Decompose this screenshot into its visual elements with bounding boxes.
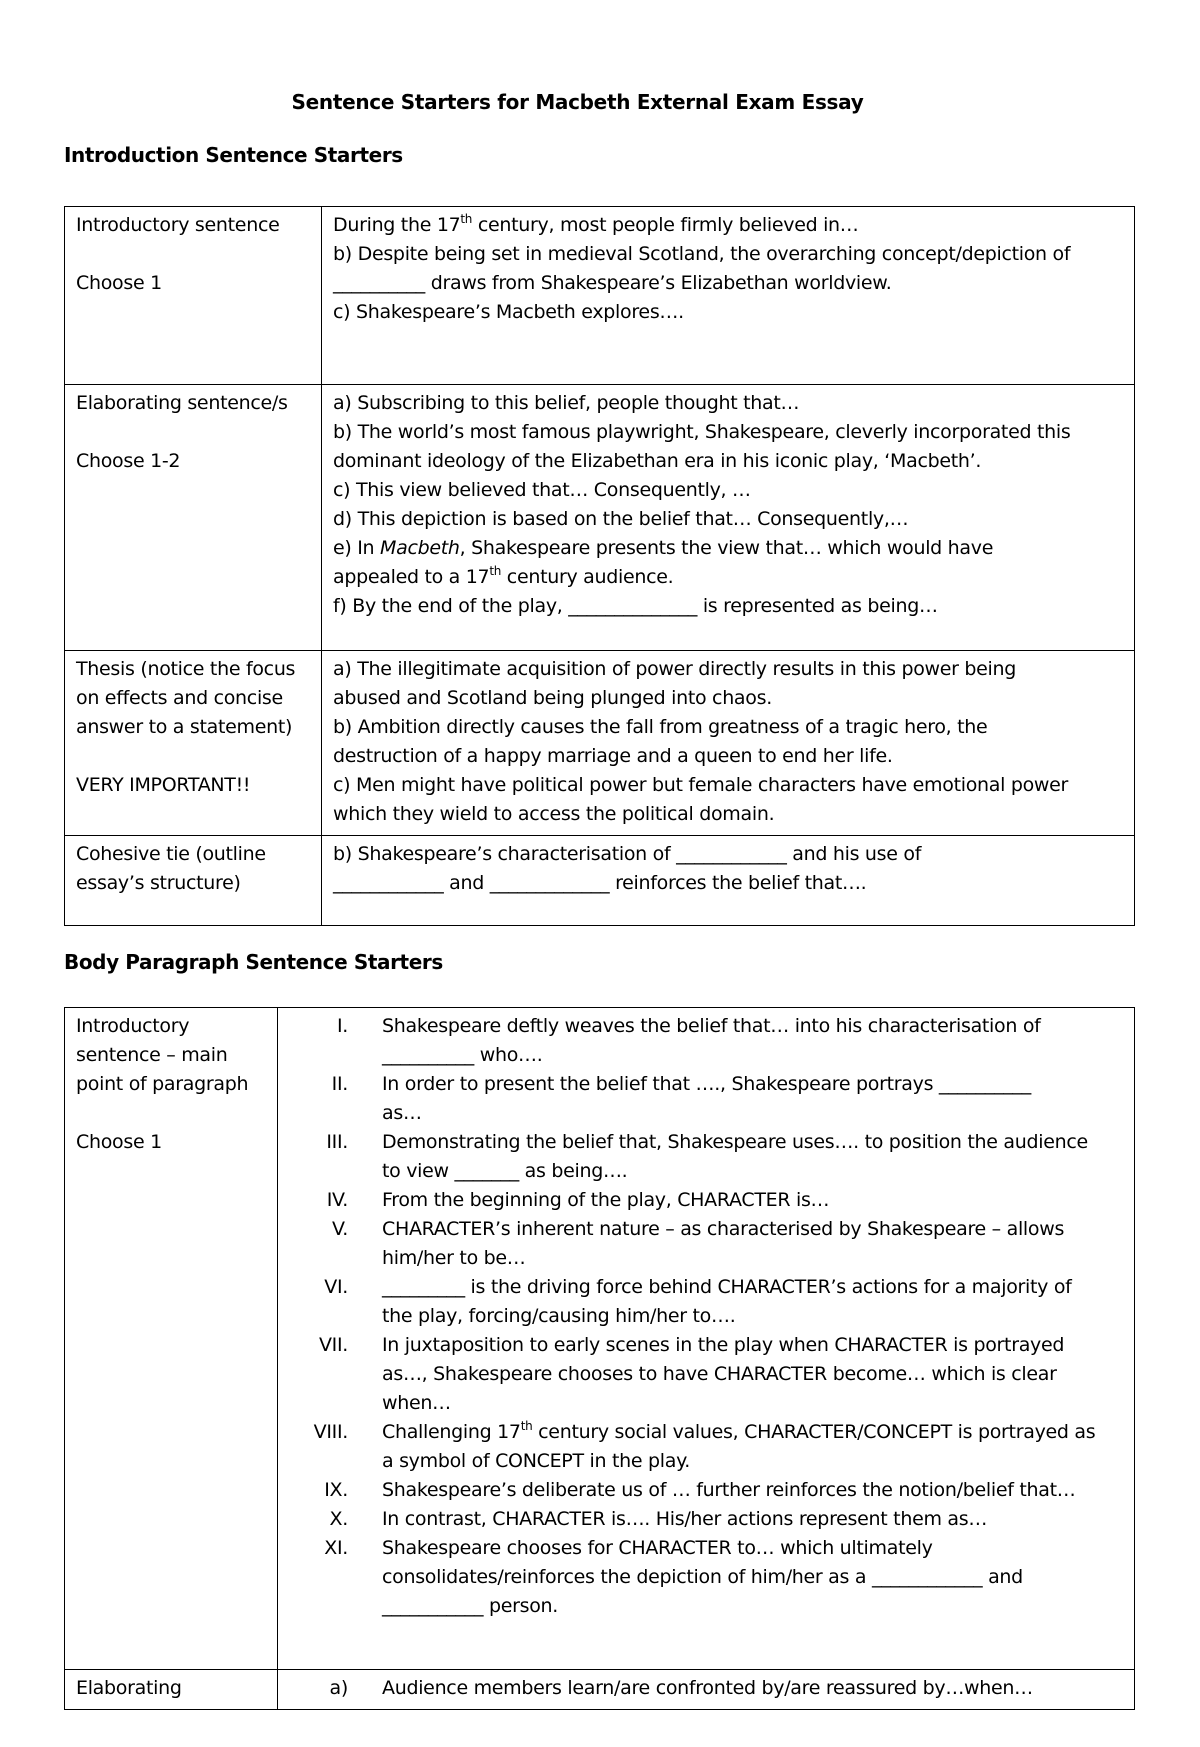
- text-span: In order to present the belief that …., Shakespeare portrays __________: [382, 1073, 1031, 1095]
- text-line: [333, 840, 1124, 869]
- text-span: In contrast, CHARACTER is…. His/her actions represent them as…: [382, 1508, 988, 1530]
- list-text: [382, 1331, 1126, 1418]
- list-item: [286, 1476, 1126, 1505]
- text-span: , Shakespeare presents the view that… which would have: [459, 537, 994, 559]
- text-span: a) The illegitimate acquisition of power directly results in this power being: [333, 658, 1017, 680]
- label-line: Choose 1-2: [76, 450, 181, 472]
- intro-row-thesis: [65, 651, 1135, 836]
- body-row-label: [65, 1008, 278, 1670]
- list-item: [286, 1128, 1126, 1186]
- intro-row-content: [322, 385, 1135, 651]
- label-line: Introductory: [76, 1015, 190, 1037]
- text-span: b) Ambition directly causes the fall from greatness of a tragic hero, the: [333, 716, 988, 738]
- intro-table: [64, 206, 1135, 926]
- label-line: Choose 1: [76, 1131, 162, 1153]
- text-span: the play, forcing/causing him/her to….: [382, 1305, 736, 1327]
- intro-row-introductory: [65, 207, 1135, 385]
- text-span: to view _______ as being….: [382, 1160, 628, 1182]
- text-line: [382, 1273, 1126, 1302]
- text-span: In juxtaposition to early scenes in the play when CHARACTER is portrayed: [382, 1334, 1065, 1356]
- text-line: [333, 771, 1124, 800]
- label-line: Thesis (notice the focus: [76, 658, 296, 680]
- list-text: [382, 1273, 1126, 1331]
- text-line: [333, 563, 1124, 592]
- text-line: [382, 1215, 1126, 1244]
- text-line: [333, 476, 1124, 505]
- text-line: [382, 1186, 1126, 1215]
- list-text: [382, 1476, 1126, 1505]
- label-line: Introductory sentence: [76, 214, 280, 236]
- list-number: X.: [329, 1508, 348, 1530]
- list-text: [382, 1674, 1126, 1703]
- intro-row-label: [65, 651, 322, 836]
- text-line: [382, 1041, 1126, 1070]
- list-number: I.: [336, 1015, 348, 1037]
- label-line: Choose 1: [76, 272, 162, 294]
- text-span: CHARACTER’s inherent nature – as characterised by Shakespeare – allows: [382, 1218, 1065, 1240]
- list-text: [382, 1418, 1126, 1476]
- text-span: Shakespeare’s deliberate us of … further reinforces the notion/belief that…: [382, 1479, 1076, 1501]
- text-line: [333, 800, 1124, 829]
- text-line: [333, 869, 1124, 898]
- text-span: b) The world’s most famous playwright, Shakespeare, cleverly incorporated this: [333, 421, 1071, 443]
- list-item: [286, 1331, 1126, 1418]
- list-number: a): [329, 1677, 348, 1699]
- text-span: appealed to a 17: [333, 566, 490, 588]
- body-heading: Body Paragraph Sentence Starters: [64, 950, 443, 974]
- list-text: [382, 1215, 1126, 1273]
- intro-row-cohesive: [65, 836, 1135, 926]
- text-span: him/her to be…: [382, 1247, 526, 1269]
- list-number: II.: [331, 1073, 348, 1095]
- label-line: Elaborating: [76, 1677, 182, 1699]
- text-span: ____________ and _____________ reinforces the belief that….: [333, 872, 867, 894]
- text-line: [382, 1447, 1126, 1476]
- list-number: VIII.: [313, 1421, 348, 1443]
- list-number: VII.: [318, 1334, 348, 1356]
- list-item: [286, 1418, 1126, 1476]
- text-span: From the beginning of the play, CHARACTER is…: [382, 1189, 830, 1211]
- text-span: destruction of a happy marriage and a queen to end her life.: [333, 745, 893, 767]
- text-span: a symbol of CONCEPT in the play.: [382, 1450, 691, 1472]
- intro-row-elaborating: [65, 385, 1135, 651]
- label-line: [76, 240, 311, 269]
- label-line: answer to a statement): [76, 716, 293, 738]
- text-span: dominant ideology of the Elizabethan era in his iconic play, ‘Macbeth’.: [333, 450, 982, 472]
- body-row-elaborating: [65, 1670, 1135, 1710]
- text-line: [333, 389, 1124, 418]
- text-span: Shakespeare deftly weaves the belief that… into his characterisation of: [382, 1015, 1041, 1037]
- text-line: [333, 211, 1124, 240]
- list-item: [286, 1215, 1126, 1273]
- intro-row-label: [65, 836, 322, 926]
- body-table: [64, 1007, 1135, 1710]
- text-line: [382, 1128, 1126, 1157]
- label-line: Elaborating sentence/s: [76, 392, 288, 414]
- text-span: c) Shakespeare’s Macbeth explores….: [333, 301, 684, 323]
- text-span: c) Men might have political power but female characters have emotional power: [333, 774, 1069, 796]
- label-line: on effects and concise: [76, 687, 283, 709]
- text-line: [333, 534, 1124, 563]
- text-line: [333, 298, 1124, 327]
- list-item: [286, 1070, 1126, 1128]
- text-line: [382, 1389, 1126, 1418]
- list-text: [382, 1534, 1126, 1621]
- superscript: th: [520, 1419, 533, 1433]
- text-span: d) This depiction is based on the belief that… Consequently,…: [333, 508, 909, 530]
- text-line: [333, 505, 1124, 534]
- text-span: __________ draws from Shakespeare’s Elizabethan worldview.: [333, 272, 892, 294]
- text-line: [382, 1157, 1126, 1186]
- text-span: b) Shakespeare’s characterisation of ____________ and his use of: [333, 843, 922, 865]
- text-line: [382, 1302, 1126, 1331]
- document-title: Sentence Starters for Macbeth External Exam Essay: [291, 90, 864, 114]
- list-text: [382, 1070, 1126, 1128]
- text-line: [333, 684, 1124, 713]
- text-span: century audience.: [501, 566, 674, 588]
- text-line: [382, 1592, 1126, 1621]
- list-text: [382, 1128, 1126, 1186]
- text-line: [333, 418, 1124, 447]
- text-span: a) Subscribing to this belief, people thought that…: [333, 392, 800, 414]
- text-line: [382, 1505, 1126, 1534]
- list-number: XI.: [324, 1537, 348, 1559]
- label-line: VERY IMPORTANT!!: [76, 774, 251, 796]
- text-span: century, most people firmly believed in…: [472, 214, 859, 236]
- text-span: Audience members learn/are confronted by/are reassured by…when…: [382, 1677, 1033, 1699]
- text-line: [382, 1534, 1126, 1563]
- body-row-label: [65, 1670, 278, 1710]
- text-line: [382, 1070, 1126, 1099]
- list-item: [286, 1674, 1126, 1703]
- text-line: [333, 269, 1124, 298]
- text-span: when…: [382, 1392, 451, 1414]
- list-item: [286, 1273, 1126, 1331]
- label-line: [76, 418, 311, 447]
- label-line: essay’s structure): [76, 872, 241, 894]
- list-item: [286, 1534, 1126, 1621]
- intro-row-content: [322, 207, 1135, 385]
- text-line: [382, 1331, 1126, 1360]
- intro-heading: Introduction Sentence Starters: [64, 143, 403, 167]
- text-span: abused and Scotland being plunged into chaos.: [333, 687, 772, 709]
- label-line: [76, 1099, 267, 1128]
- text-line: [333, 592, 1124, 621]
- list-number: IV.: [326, 1189, 348, 1211]
- label-line: sentence – main: [76, 1044, 228, 1066]
- text-line: [382, 1563, 1126, 1592]
- superscript: th: [460, 212, 473, 226]
- text-span: b) Despite being set in medieval Scotland, the overarching concept/depiction of: [333, 243, 1071, 265]
- intro-row-label: [65, 207, 322, 385]
- text-span: which they wield to access the political domain.: [333, 803, 775, 825]
- text-line: [382, 1244, 1126, 1273]
- list-number: VI.: [324, 1276, 348, 1298]
- text-span: ___________ person.: [382, 1595, 559, 1617]
- text-span: During the 17: [333, 214, 461, 236]
- text-span: consolidates/reinforces the depiction of him/her as a ____________ and: [382, 1566, 1023, 1588]
- intro-row-label: [65, 385, 322, 651]
- text-line: [382, 1099, 1126, 1128]
- text-span: __________ who….: [382, 1044, 543, 1066]
- text-span: _________ is the driving force behind CHARACTER’s actions for a majority of: [382, 1276, 1072, 1298]
- list-text: [382, 1012, 1126, 1070]
- label-line: [76, 742, 311, 771]
- text-span: e) In: [333, 537, 381, 559]
- body-row-introductory: [65, 1008, 1135, 1670]
- text-span: Shakespeare chooses for CHARACTER to… which ultimately: [382, 1537, 933, 1559]
- label-line: point of paragraph: [76, 1073, 249, 1095]
- text-span: as…, Shakespeare chooses to have CHARACTER become… which is clear: [382, 1363, 1057, 1385]
- text-line: [382, 1418, 1126, 1447]
- text-line: [382, 1360, 1126, 1389]
- list-text: [382, 1505, 1126, 1534]
- intro-row-content: [322, 651, 1135, 836]
- list-item: [286, 1186, 1126, 1215]
- list-number: IX.: [324, 1479, 348, 1501]
- list-number: III.: [326, 1131, 348, 1153]
- text-span: c) This view believed that… Consequently, …: [333, 479, 751, 501]
- text-span: Challenging 17: [382, 1421, 521, 1443]
- list-text: [382, 1186, 1126, 1215]
- text-span: as…: [382, 1102, 422, 1124]
- label-line: Cohesive tie (outline: [76, 843, 266, 865]
- text-span: f) By the end of the play, ______________ is represented as being…: [333, 595, 938, 617]
- text-span: century social values, CHARACTER/CONCEPT is portrayed as: [532, 1421, 1096, 1443]
- text-line: [333, 240, 1124, 269]
- text-line: [333, 742, 1124, 771]
- text-line: [382, 1476, 1126, 1505]
- italic-title: Macbeth: [380, 537, 460, 559]
- text-line: [333, 655, 1124, 684]
- text-line: [382, 1674, 1126, 1703]
- text-line: [382, 1012, 1126, 1041]
- text-span: Demonstrating the belief that, Shakespeare uses…. to position the audience: [382, 1131, 1088, 1153]
- body-row-content: [278, 1008, 1135, 1670]
- list-item: [286, 1505, 1126, 1534]
- text-line: [333, 713, 1124, 742]
- list-number: V.: [332, 1218, 348, 1240]
- body-row-content: [278, 1670, 1135, 1710]
- superscript: th: [489, 564, 502, 578]
- text-line: [333, 447, 1124, 476]
- intro-row-content: [322, 836, 1135, 926]
- list-item: [286, 1012, 1126, 1070]
